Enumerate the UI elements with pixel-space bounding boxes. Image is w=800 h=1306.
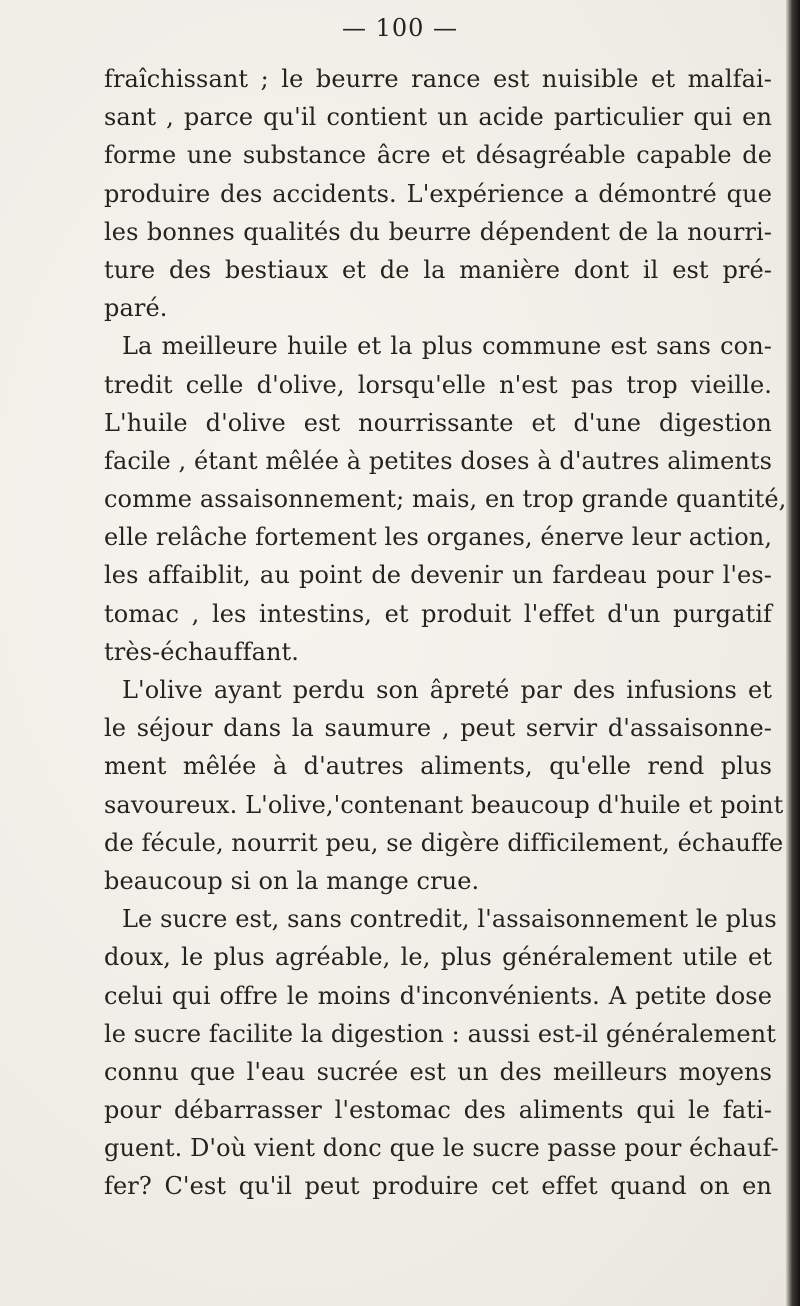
text-line: comme assaisonnement; mais, en trop grande quantité, [104,485,787,514]
text-line: pour débarrasser l'estomac des aliments qui le fati- [104,1096,772,1125]
text-line: produire des accidents. L'expérience a démontré que [104,179,772,208]
text-line: facile , étant mêlée à petites doses à d'autres aliments [104,446,773,475]
text-line: fraîchissant ; le beurre rance est nuisible et malfai- [104,65,772,93]
text-line: les affaiblit, au point de devenir un fardeau pour l'es- [104,561,772,590]
text-line: très-échauffant. [104,637,300,666]
text-line: ment mêlée à d'autres aliments, qu'elle rend plus [104,752,772,781]
text-line: ture des bestiaux et de la manière dont il est pré- [104,255,772,284]
text-line: beaucoup si on la mange crue. [104,866,480,895]
text-line: le séjour dans la saumure , peut servir d'assaisonne- [104,714,772,743]
text-line: tomac , les intestins, et produit l'effet d'un purgatif [104,599,772,628]
text-line: de fécule, nourrit peu, se digère difficilement, échauffe [104,828,784,857]
text-line: Le sucre est, sans contredit, l'assaisonnement le plus [122,905,777,934]
page-binding-edge [786,0,800,1306]
text-line: paré. [104,294,168,323]
body-text [104,60,787,1206]
text-line: L'olive ayant perdu son âpreté par des infusions et [122,676,772,704]
text-line: forme une substance âcre et désagréable capable de [104,141,772,170]
text-line: le sucre facilite la digestion : aussi est-il généralement [104,1019,776,1048]
text-line: tredit celle d'olive, lorsqu'elle n'est pas trop vieille. [104,370,772,399]
text-line: doux, le plus agréable, le, plus généralement utile et [104,943,772,972]
text-line: sant , parce qu'il contient un acide particulier qui en [104,103,772,132]
text-line: les bonnes qualités du beurre dépendent de la nourri- [104,217,772,246]
text-line: elle relâche fortement les organes, énerve leur action, [104,523,773,552]
text-line: celui qui offre le moins d'inconvénients. A petite dose [104,981,772,1010]
page-number: — 100 — [341,14,459,42]
text-line: connu que l'eau sucrée est un des meilleurs moyens [104,1057,772,1086]
text-line: L'huile d'olive est nourrissante et d'une digestion [104,408,772,437]
text-line: savoureux. L'olive,'contenant beaucoup d'huile et point [104,790,784,819]
text-line: fer? C'est qu'il peut produire cet effet quand on en [104,1172,772,1201]
text-line: guent. D'où vient donc que le sucre passe pour échauf- [104,1134,779,1163]
text-line: La meilleure huile et la plus commune est sans con- [122,332,772,361]
